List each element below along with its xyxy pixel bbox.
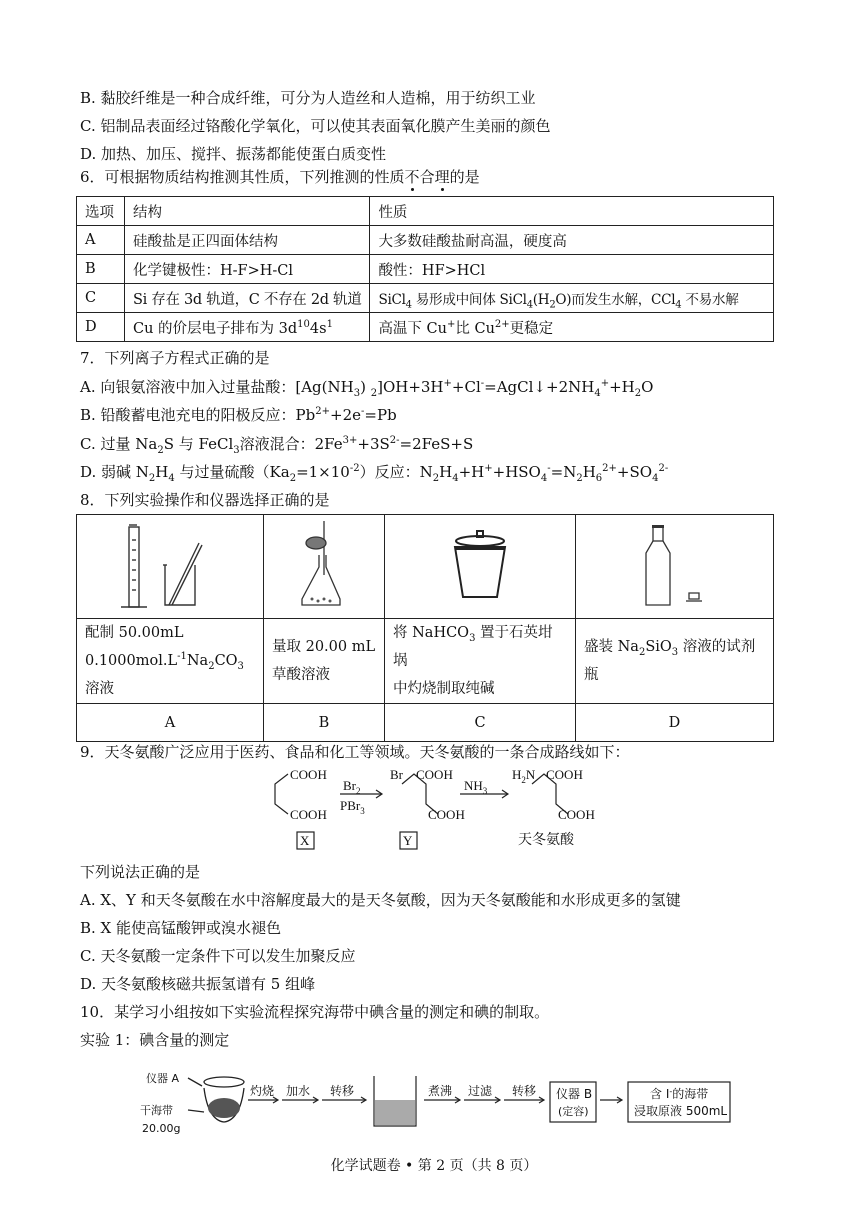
flow-diagram <box>130 1060 740 1140</box>
q8-table <box>76 514 774 742</box>
q6-stem: 6．可根据物质结构推测其性质，下列推测的性质不合理的是 <box>80 168 480 186</box>
table-header-row <box>77 197 774 226</box>
option-label-d: D <box>576 704 774 742</box>
q7-stem: 7．下列离子方程式正确的是 <box>80 349 270 367</box>
svg-text:(定容): (定容) <box>558 1105 589 1118</box>
header-property: 性质 <box>370 197 774 226</box>
q9-option-c: C. 天冬氨酸一定条件下可以发生加聚反应 <box>80 947 356 965</box>
q10-stem: 10．某学习小组按如下实验流程探究海带中碘含量的测定和碘的制取。 <box>80 1003 550 1021</box>
synthesis-scheme <box>260 764 620 856</box>
q5-option-d: D. 加热、加压、搅拌、振荡都能使蛋白质变性 <box>80 145 387 163</box>
pipette-flask-image <box>264 515 385 619</box>
svg-text:COOH: COOH <box>428 807 465 822</box>
q9-question: 下列说法正确的是 <box>80 863 201 881</box>
table-row <box>77 313 774 342</box>
svg-text:NH3: $NH_3$ <box>464 778 488 796</box>
row-option: A <box>77 226 125 255</box>
row-structure: 化学键极性：H-F>H-Cl <box>125 255 370 284</box>
table-row <box>77 284 774 313</box>
svg-text:含 I-的海带: 含 I-的海带 <box>650 1087 709 1101</box>
svg-text:煮沸: 煮沸 <box>428 1084 453 1098</box>
q9-option-d: D. 天冬氨酸核磁共振氢谱有 5 组峰 <box>80 975 316 993</box>
row-structure: Si 存在 3d 轨道，C 不存在 2d 轨道 <box>125 284 370 313</box>
q7-option-c: C. 过量 $Na_2S$ 与 FeCl$_3$溶液混合：$2Fe^{3+}+3S^{2-}=2FeS+S$ <box>80 435 474 456</box>
row-option: D <box>77 313 125 342</box>
reagent-bottle-image <box>576 515 774 619</box>
svg-text:加水: 加水 <box>286 1084 311 1098</box>
svg-text:过滤: 过滤 <box>468 1084 493 1098</box>
q5-option-b: B. 黏胶纤维是一种合成纤维，可分为人造丝和人造棉，用于纺织工业 <box>80 89 536 107</box>
header-structure: 结构 <box>125 197 370 226</box>
q7-option-a: A. 向银氨溶液中加入过量盐酸：[$Ag(NH_3)$ $_2]OH+3H^++Cl^-=AgCl↓+2NH_4^++H_2O$ <box>80 378 654 399</box>
row-property: 大多数硅酸盐耐高温，硬度高 <box>370 226 774 255</box>
option-label-b: B <box>264 704 385 742</box>
header-option: 选项 <box>77 197 125 226</box>
svg-text:Br: Br <box>390 767 403 782</box>
row-structure: 硅酸盐是正四面体结构 <box>125 226 370 255</box>
emphasis-dot: 理 <box>434 168 450 186</box>
table-row <box>77 226 774 255</box>
crucible-image <box>385 515 576 619</box>
svg-text:H2N: $H_2N$ <box>512 767 536 785</box>
q7-option-b: B. 铅酸蓄电池充电的阳极反应：$Pb^{2+}+2e^-=Pb$ <box>80 406 397 424</box>
svg-text:仪器 A: 仪器 A <box>146 1072 180 1085</box>
q10-experiment-1: 实验 1：碘含量的测定 <box>80 1031 230 1049</box>
svg-text:X: X <box>300 833 310 848</box>
svg-text:转移: 转移 <box>512 1084 537 1098</box>
emphasis-dot: 不 <box>404 168 420 186</box>
svg-text:COOH: COOH <box>290 767 327 782</box>
svg-text:COOH: COOH <box>546 767 583 782</box>
svg-text:干海带: 干海带 <box>140 1104 173 1117</box>
row-structure: Cu 的价层电子排布为 $3d^{10}4s^1$ <box>125 313 370 342</box>
svg-text:Y: Y <box>403 833 413 848</box>
option-c-description: 将 NaHCO$_3$ 置于石英坩埚 中灼烧制取纯碱 <box>385 619 576 704</box>
svg-text:仪器 B: 仪器 B <box>556 1087 593 1101</box>
option-a-description: 配制 50.00mL $0.1000mol.L^{-1}Na_2CO_3$ 溶液 <box>77 619 264 704</box>
svg-text:COOH: COOH <box>290 807 327 822</box>
svg-text:灼烧: 灼烧 <box>250 1084 275 1098</box>
row-property: 酸性：HF>HCl <box>370 255 774 284</box>
svg-text:COOH: COOH <box>558 807 595 822</box>
q9-stem: 9．天冬氨酸广泛应用于医药、食品和化工等领域。天冬氨酸的一条合成路线如下： <box>80 743 630 761</box>
q6-table <box>76 196 774 342</box>
option-label-a: A <box>77 704 264 742</box>
svg-text:COOH: COOH <box>416 767 453 782</box>
row-property: 高温下 Cu+比 $Cu^{2+}$更稳定 <box>370 313 774 342</box>
option-label-c: C <box>385 704 576 742</box>
row-option: B <box>77 255 125 284</box>
svg-text:PBr3: PBr$_3$ <box>340 798 365 816</box>
svg-text:转移: 转移 <box>330 1084 355 1098</box>
svg-text:Br2: $Br_2$ <box>343 778 361 796</box>
cylinder-and-beaker-image <box>77 515 264 619</box>
option-b-description: 量取 20.00 mL 草酸溶液 <box>264 619 385 704</box>
row-property: SiCl$_4$ 易形成中间体 $SiCl_4(H_2O)$而发生水解，CCl$_4$ 不易水解 <box>370 284 774 313</box>
q7-option-d: D. 弱碱 $N_2H_4$ 与过量硫酸$(Ka_2=1\times 10^{-2})$反应：$N_2H_4+H^++HSO_4^-=N_2H_6^{2+}+SO_4^{2-}$ <box>80 463 669 484</box>
q5-option-c: C. 铝制品表面经过铬酸化学氧化，可以使其表面氧化膜产生美丽的颜色 <box>80 117 551 135</box>
table-row <box>77 255 774 284</box>
row-option: C <box>77 284 125 313</box>
q9-option-a: A. X、Y 和天冬氨酸在水中溶解度最大的是天冬氨酸，因为天冬氨酸能和水形成更多的氢键 <box>80 891 681 909</box>
option-d-description: 盛装 $Na_2SiO_3$ 溶液的试剂瓶 <box>576 619 774 704</box>
q8-stem: 8．下列实验操作和仪器选择正确的是 <box>80 491 330 509</box>
svg-text:天冬氨酸: 天冬氨酸 <box>518 833 574 848</box>
page-footer: 化学试题卷 • 第 2 页（共 8 页） <box>330 1158 538 1174</box>
svg-text:20.00g: 20.00g <box>142 1122 181 1135</box>
svg-text:浸取原液 500mL: 浸取原液 500mL <box>634 1104 728 1118</box>
q9-option-b: B. X 能使高锰酸钾或溴水褪色 <box>80 919 282 937</box>
